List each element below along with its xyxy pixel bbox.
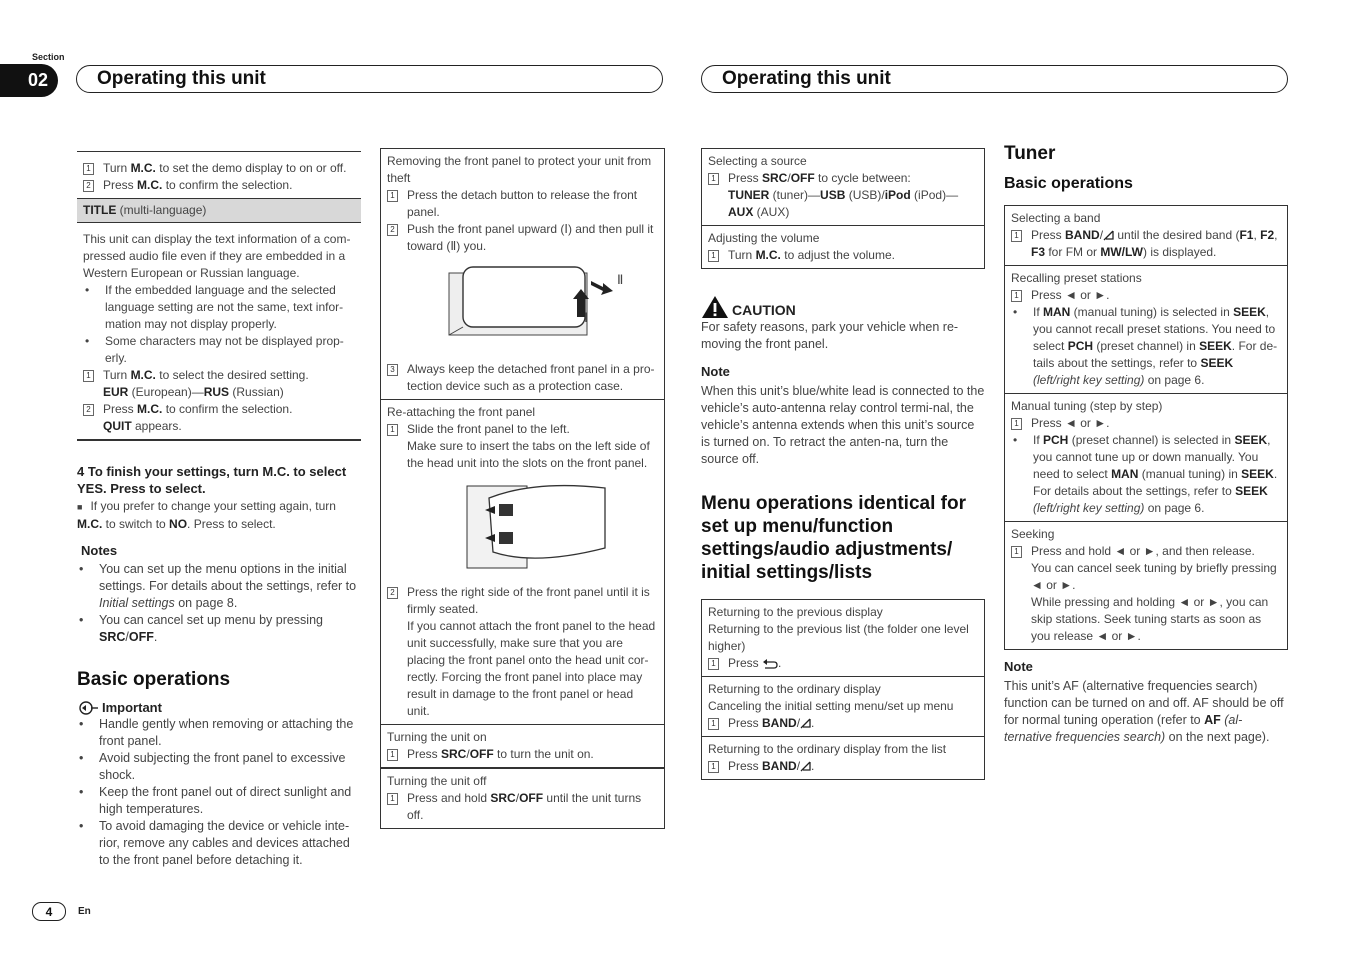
manual-step: 1 Press ◄ or ►. (1011, 415, 1281, 432)
detach-illustration (445, 259, 645, 359)
remove-panel-cell (381, 149, 664, 399)
previous-step: 1 Press . (708, 655, 978, 672)
title-setting-bar: TITLE (multi-language) (77, 198, 361, 223)
important-item-1: • Handle gently when removing or attaching the front panel. (79, 717, 354, 748)
turn-on-title: Turning the unit on (387, 730, 487, 744)
reattach-step-2: 2 Press the right side of the front panel until it is firmly seated. If you cannot attach the front panel to the head unit successfully, make sure that you are placing the front panel onto the head unit cor-rectly. Forcing the front panel into place may result in damage to the front panel or head unit. (387, 584, 658, 720)
manual-title: Manual tuning (step by step) (1011, 399, 1163, 413)
title-bullet-2: • Some characters may not be displayed prop-erly. (85, 334, 344, 365)
language-label: En (78, 906, 91, 917)
source-title: Selecting a source (708, 154, 807, 168)
seek-cell (1005, 521, 1287, 649)
previous-title: Returning to the previous display (708, 605, 883, 619)
tuner-note-label: Note (1004, 659, 1033, 674)
basic-operations-heading: Basic operations (77, 669, 231, 690)
important-label: Important (77, 699, 361, 716)
turn-off-title: Turning the unit off (387, 774, 487, 788)
reattach-figure (387, 472, 658, 584)
turn-off-step: 1 Press and hold SRC/OFF until the unit turns off. (387, 790, 658, 824)
reattach-title: Re-attaching the front panel (387, 405, 536, 419)
remove-step-3: 3 Always keep the detached front panel in a pro-tection device such as a protection case. (387, 361, 658, 395)
column-3 (701, 148, 985, 780)
volume-cell (702, 225, 984, 268)
list-display-cell (702, 736, 984, 779)
band-title: Selecting a band (1011, 211, 1101, 225)
preset-step: 1 Press ◄ or ►. (1011, 287, 1281, 304)
warning-icon (701, 295, 729, 319)
tuner-basic-heading: Basic operations (1004, 175, 1133, 192)
turn-off-cell (381, 767, 664, 828)
caution-heading: CAUTION (701, 295, 985, 319)
page-title-right: Operating this unit (701, 65, 1288, 93)
escape-icon (800, 718, 811, 729)
previous-sub: Returning to the previous list (the folder one level higher) (708, 622, 969, 653)
title-step-1: 1 Turn M.C. to select the desired setting. EUR (European)—RUS (Russian) (83, 367, 361, 401)
note-item-2: • You can cancel set up menu by pressing SRC/OFF. (79, 613, 323, 644)
notes-list (77, 561, 361, 646)
manual-cell (1005, 393, 1287, 521)
demo-step-1: 1 Turn M.C. to set the demo display to on or off. (83, 160, 361, 177)
seek-step: 1 Press and hold ◄ or ►, and then release. You can cancel seek tuning by briefly pressing ◄ or ►. While pressing and holding ◄ or ►, you can skip stations. Seek tuning starts as soon as you release ◄ or ►. (1011, 543, 1281, 645)
band-cell (1005, 206, 1287, 265)
list-step: 1 Press BAND/ . (708, 758, 978, 775)
source-step: 1 Press SRC/OFF to cycle between: TUNER (tuner)—USB (USB)/iPod (iPod)— AUX (AUX) (708, 170, 978, 221)
finish-heading: 4 To finish your settings, turn M.C. to select YES. Press to select. (77, 464, 347, 496)
note-item-1: • You can set up the menu options in the initial settings. For details about the settings, refer to Initial settings on page 8. (79, 562, 357, 610)
manual-bullet: • If PCH (preset channel) is selected in SEEK, you cannot tune up or down manually. You need to select MAN (manual tuning) in SEEK. For details about the settings, refer to SEEK (left/right key setting) on page 6. (1013, 433, 1278, 515)
figure-label-one: Ⅰ (584, 310, 588, 325)
tuner-box (1004, 205, 1288, 650)
volume-title: Adjusting the volume (708, 231, 820, 245)
menu-operations-heading: Menu operations identical for set up menu/function settings/audio adjustments/ initial settings/lists (701, 493, 966, 583)
title-description: This unit can display the text information of a com-pressed audio file even if they are embedded in a Western European or Russian language. (83, 232, 351, 280)
title-step-2: 2 Press M.C. to confirm the selection. QUIT appears. (83, 401, 361, 435)
tuner-note-text: This unit’s AF (alternative frequencies search) function can be turned on and off. AF should be off for normal tuning operation (refer to AF (al-ternative frequencies search) on the next page). (1004, 679, 1284, 744)
note-text: When this unit’s blue/white lead is connected to the vehicle’s auto-antenna relay control termi-nal, the vehicle’s antenna extends when this unit’s source is turned on. To retract the anten-na, turn the source off. (701, 384, 985, 466)
source-volume-box (701, 148, 985, 269)
remove-panel-title: Removing the front panel to protect your unit from theft (387, 154, 652, 185)
notes-heading: Notes (81, 543, 118, 558)
turn-on-step: 1 Press SRC/OFF to turn the unit on. (387, 746, 658, 763)
ordinary-title: Returning to the ordinary display (708, 682, 881, 696)
turn-on-cell (381, 724, 664, 767)
preset-bullet: • If MAN (manual tuning) is selected in SEEK, you cannot recall preset stations. You need to select PCH (preset channel) in SEEK. For de-tails about the settings, refer to SEEK (left/right key setting) on page 6. (1013, 305, 1278, 387)
column-1 (77, 151, 361, 869)
volume-step: 1 Turn M.C. to adjust the volume. (708, 247, 978, 264)
ordinary-display-cell (702, 676, 984, 736)
page-number: 4 (32, 902, 66, 921)
back-icon (762, 659, 778, 669)
band-step: 1 Press BAND/ until the desired band (F1, F2, F3 for FM or MW/LW) is displayed. (1011, 227, 1281, 261)
ordinary-step: 1 Press BAND/ . (708, 715, 978, 732)
remove-step-1: 1 Press the detach button to release the front panel. (387, 187, 658, 221)
reattach-panel-cell (381, 399, 664, 724)
escape-icon (1103, 230, 1114, 241)
figure-label-two: Ⅱ (617, 272, 624, 287)
remove-step-2: 2 Push the front panel upward (Ⅰ) and then pull it toward (Ⅱ) you. (387, 221, 658, 255)
section-number-badge: 02 (0, 64, 58, 97)
escape-icon (800, 761, 811, 772)
title-bullet-1: • If the embedded language and the selected language setting are not the same, text infor-mation may not display properly. (85, 283, 344, 331)
column-2-box (380, 148, 665, 829)
seek-title: Seeking (1011, 527, 1055, 541)
column-4 (1004, 142, 1288, 746)
note-label: Note (701, 364, 730, 379)
caution-text: For safety reasons, park your vehicle when re-moving the front panel. (701, 320, 959, 351)
list-title: Returning to the ordinary display from the list (708, 742, 947, 756)
page-title-left: Operating this unit (76, 65, 663, 93)
tuner-heading: Tuner (1004, 143, 1056, 164)
important-list (77, 716, 361, 869)
important-item-3: • Keep the front panel out of direct sunlight and high temperatures. (79, 785, 352, 816)
preset-cell (1005, 265, 1287, 393)
title-setting-body (77, 223, 361, 441)
finish-note: ■ If you prefer to change your setting again, turn M.C. to switch to NO. Press to select. (77, 499, 336, 531)
source-cell (702, 149, 984, 225)
menu-operations-box (701, 599, 985, 780)
reattach-illustration (465, 478, 615, 578)
preset-title: Recalling preset stations (1011, 271, 1142, 285)
demo-steps (77, 151, 361, 198)
reattach-step-1: 1 Slide the front panel to the left. Make sure to insert the tabs on the left side of the head unit into the slots on the front panel. (387, 421, 658, 472)
important-icon (77, 701, 99, 715)
section-label: Section (32, 52, 65, 62)
demo-step-2: 2 Press M.C. to confirm the selection. (83, 177, 361, 194)
important-item-4: • To avoid damaging the device or vehicle inte-rior, remove any cables and devices attached to the front panel before detaching it. (79, 819, 350, 867)
important-item-2: • Avoid subjecting the front panel to excessive shock. (79, 751, 346, 782)
detach-figure (387, 255, 658, 361)
ordinary-sub: Canceling the initial setting menu/set up menu (708, 699, 954, 713)
previous-display-cell (702, 600, 984, 676)
